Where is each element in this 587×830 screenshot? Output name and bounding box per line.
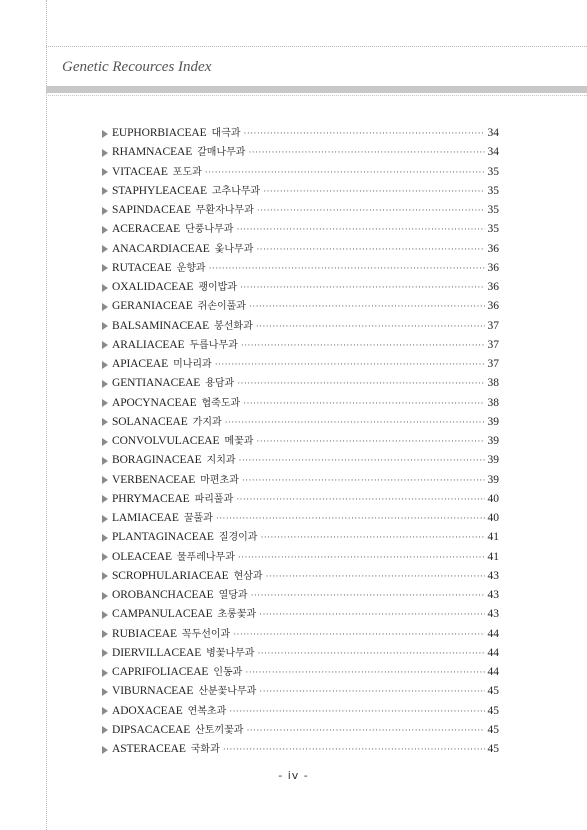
toc-entry-korean-name: 고추나무과 bbox=[211, 185, 261, 197]
toc-entry[interactable] bbox=[102, 259, 499, 278]
toc-entry-latin-name: PLANTAGINACEAE bbox=[112, 531, 214, 544]
toc-dot-leader bbox=[244, 124, 485, 143]
triangle-right-icon bbox=[102, 438, 108, 446]
toc-entry-latin-name: GENTIANACEAE bbox=[112, 377, 201, 390]
toc-entry-korean-name: 물푸레나무과 bbox=[176, 551, 235, 563]
triangle-right-icon bbox=[102, 226, 108, 234]
toc-entry-korean-name: 파리풀과 bbox=[194, 493, 234, 505]
triangle-right-icon bbox=[102, 399, 108, 407]
toc-entry-korean-name: 현삼과 bbox=[233, 570, 263, 582]
toc-entry[interactable] bbox=[102, 163, 499, 182]
toc-entry-korean-name: 운향과 bbox=[176, 262, 206, 274]
toc-entry[interactable] bbox=[102, 432, 499, 451]
toc-entry-latin-name: RUTACEAE bbox=[112, 261, 172, 274]
toc-entry-korean-name: 미나리과 bbox=[173, 359, 212, 370]
triangle-right-icon bbox=[102, 130, 108, 138]
toc-entry-page-number: 35 bbox=[487, 165, 499, 178]
toc-entry-latin-name: ACERACEAE bbox=[112, 223, 181, 236]
triangle-right-icon bbox=[102, 630, 108, 638]
toc-entry[interactable] bbox=[102, 374, 499, 393]
toc-entry[interactable] bbox=[102, 394, 499, 413]
toc-entry-latin-name: SAPINDACEAE bbox=[112, 204, 191, 216]
toc-dot-leader bbox=[263, 182, 484, 201]
toc-entry-page-number: 36 bbox=[487, 281, 499, 293]
toc-entry-korean-name: 국화과 bbox=[190, 744, 220, 755]
toc-dot-leader bbox=[256, 317, 485, 336]
toc-entry-latin-name: CAMPANULACEAE bbox=[112, 608, 213, 621]
triangle-right-icon bbox=[102, 649, 108, 657]
toc-entry-latin-name: SOLANACEAE bbox=[112, 415, 188, 428]
toc-dot-leader bbox=[242, 471, 485, 490]
toc-entry-latin-name: PHRYMACEAE bbox=[112, 492, 190, 505]
triangle-right-icon bbox=[102, 168, 108, 176]
toc-entry[interactable] bbox=[102, 413, 499, 432]
toc-dot-leader bbox=[225, 413, 485, 432]
toc-entry-korean-name: 질경이과 bbox=[218, 532, 258, 544]
margin-guide-top bbox=[46, 46, 587, 47]
toc-entry-page-number: 39 bbox=[487, 454, 499, 467]
toc-entry[interactable] bbox=[102, 201, 499, 220]
toc-entry[interactable] bbox=[102, 124, 499, 143]
triangle-right-icon bbox=[102, 361, 108, 369]
toc-entry-page-number: 43 bbox=[487, 589, 499, 601]
triangle-right-icon bbox=[102, 592, 108, 600]
triangle-right-icon bbox=[102, 515, 108, 523]
toc-dot-leader bbox=[233, 625, 484, 644]
toc-entry-page-number: 43 bbox=[487, 608, 499, 621]
toc-entry-page-number: 45 bbox=[487, 704, 499, 717]
toc-entry[interactable] bbox=[102, 528, 499, 547]
triangle-right-icon bbox=[102, 303, 108, 311]
toc-entry-page-number: 36 bbox=[487, 242, 499, 255]
toc-entry-korean-name: 두릅나무과 bbox=[189, 339, 238, 351]
toc-entry[interactable] bbox=[102, 451, 499, 470]
toc-entry-page-number: 34 bbox=[487, 127, 499, 139]
toc-entry[interactable] bbox=[102, 240, 499, 259]
toc-entry-korean-name: 무환자나무과 bbox=[195, 205, 254, 216]
toc-dot-leader bbox=[236, 220, 484, 239]
triangle-right-icon bbox=[102, 245, 108, 253]
triangle-right-icon bbox=[102, 707, 108, 715]
toc-entry-page-number: 45 bbox=[487, 723, 499, 736]
toc-entry-korean-name: 초롱꽃과 bbox=[217, 609, 257, 621]
toc-entry[interactable] bbox=[102, 509, 499, 528]
toc-dot-leader bbox=[260, 528, 484, 547]
toc-entry-latin-name: DIERVILLACEAE bbox=[112, 646, 202, 659]
toc-dot-leader bbox=[245, 663, 484, 682]
toc-entry-latin-name: VIBURNACEAE bbox=[112, 685, 194, 698]
toc-entry-latin-name: APIACEAE bbox=[112, 358, 169, 370]
toc-entry[interactable] bbox=[102, 644, 499, 663]
toc-entry[interactable] bbox=[102, 548, 499, 567]
toc-entry-page-number: 44 bbox=[487, 646, 499, 659]
toc-dot-leader bbox=[209, 259, 485, 278]
toc-entry-latin-name: EUPHORBIACEAE bbox=[112, 127, 207, 139]
toc-entry[interactable] bbox=[102, 220, 499, 239]
toc-dot-leader bbox=[236, 490, 484, 509]
toc-entry-latin-name: RHAMNACEAE bbox=[112, 146, 193, 159]
toc-entry-latin-name: GERANIACEAE bbox=[112, 300, 193, 313]
toc-entry[interactable] bbox=[102, 721, 499, 740]
triangle-right-icon bbox=[102, 476, 108, 484]
toc-dot-leader bbox=[257, 644, 484, 663]
toc-entry-latin-name: ARALIACEAE bbox=[112, 338, 185, 351]
toc-entry[interactable] bbox=[102, 278, 499, 297]
header-bar bbox=[46, 86, 587, 93]
toc-entry-page-number: 39 bbox=[487, 415, 499, 428]
triangle-right-icon bbox=[102, 264, 108, 272]
toc-entry-page-number: 36 bbox=[487, 300, 499, 313]
toc-entry-korean-name: 마편초과 bbox=[200, 474, 239, 486]
toc-dot-leader bbox=[249, 297, 485, 316]
triangle-right-icon bbox=[102, 284, 108, 292]
toc-entry-page-number: 45 bbox=[487, 743, 499, 755]
triangle-right-icon bbox=[102, 380, 108, 388]
toc-entry-page-number: 37 bbox=[487, 338, 499, 351]
triangle-right-icon bbox=[102, 746, 108, 754]
toc-entry-korean-name: 병꽃나무과 bbox=[206, 647, 255, 659]
triangle-right-icon bbox=[102, 187, 108, 195]
toc-entry-korean-name: 가지과 bbox=[192, 416, 222, 428]
toc-entry-latin-name: CAPRIFOLIACEAE bbox=[112, 666, 209, 678]
toc-entry-latin-name: ASTERACEAE bbox=[112, 743, 186, 755]
toc-entry[interactable] bbox=[102, 490, 499, 509]
toc-entry-page-number: 37 bbox=[487, 358, 499, 370]
triangle-right-icon bbox=[102, 572, 108, 580]
toc-entry-korean-name: 협죽도과 bbox=[201, 397, 241, 409]
triangle-right-icon bbox=[102, 611, 108, 619]
toc-entry[interactable] bbox=[102, 567, 499, 586]
toc-dot-leader bbox=[216, 509, 485, 528]
toc-entry-latin-name: STAPHYLEACEAE bbox=[112, 184, 207, 197]
toc-dot-leader bbox=[241, 336, 485, 355]
toc-entry-korean-name: 연복초과 bbox=[187, 705, 227, 717]
toc-entry-page-number: 43 bbox=[487, 569, 499, 582]
triangle-right-icon bbox=[102, 495, 108, 503]
toc-dot-leader bbox=[259, 605, 484, 624]
toc-entry[interactable] bbox=[102, 317, 499, 336]
toc-entry-latin-name: OXALIDACEAE bbox=[112, 281, 194, 293]
toc-entry-latin-name: OLEACEAE bbox=[112, 550, 172, 563]
toc-entry-page-number: 35 bbox=[487, 223, 499, 236]
toc-dot-leader bbox=[229, 702, 484, 721]
triangle-right-icon bbox=[102, 341, 108, 349]
toc-entry[interactable] bbox=[102, 682, 499, 701]
header-divider bbox=[46, 95, 587, 96]
toc-entry[interactable] bbox=[102, 663, 499, 682]
toc-entry[interactable] bbox=[102, 605, 499, 624]
toc-entry[interactable] bbox=[102, 471, 499, 490]
toc-dot-leader bbox=[266, 567, 485, 586]
toc-entry-page-number: 35 bbox=[487, 204, 499, 216]
toc-entry-korean-name: 갈매나무과 bbox=[197, 147, 246, 159]
triangle-right-icon bbox=[102, 149, 108, 157]
toc-entry-page-number: 41 bbox=[487, 531, 499, 544]
toc-entry-page-number: 39 bbox=[487, 473, 499, 486]
toc-entry-korean-name: 대극과 bbox=[211, 128, 241, 139]
toc-entry-korean-name: 포도과 bbox=[172, 166, 202, 178]
toc-dot-leader bbox=[238, 548, 485, 567]
toc-entry[interactable] bbox=[102, 182, 499, 201]
toc-dot-leader bbox=[239, 451, 485, 470]
toc-entry-latin-name: VITACEAE bbox=[112, 165, 168, 178]
toc-entry-korean-name: 꼭두선이과 bbox=[181, 628, 231, 640]
toc-entry-page-number: 36 bbox=[487, 261, 499, 274]
toc-dot-leader bbox=[243, 394, 484, 413]
toc-entry-korean-name: 봉선화과 bbox=[214, 320, 253, 332]
triangle-right-icon bbox=[102, 688, 108, 696]
toc-entry-page-number: 44 bbox=[487, 627, 499, 640]
toc-entry[interactable] bbox=[102, 625, 499, 644]
toc-entry-latin-name: SCROPHULARIACEAE bbox=[112, 569, 229, 582]
toc-entry-latin-name: APOCYNACEAE bbox=[112, 396, 197, 409]
toc-entry-page-number: 37 bbox=[487, 319, 499, 332]
toc-dot-leader bbox=[256, 432, 484, 451]
toc-entry-latin-name: RUBIACEAE bbox=[112, 627, 177, 640]
toc-entry-page-number: 41 bbox=[487, 550, 499, 563]
toc-entry-page-number: 35 bbox=[487, 184, 499, 197]
toc-dot-leader bbox=[251, 586, 485, 605]
toc-entry-latin-name: ANACARDIACEAE bbox=[112, 242, 210, 255]
toc-entry-page-number: 38 bbox=[487, 377, 499, 390]
toc-entry-page-number: 40 bbox=[487, 512, 499, 524]
toc-entry-latin-name: DIPSACACEAE bbox=[112, 723, 191, 736]
toc-entry-korean-name: 꿀풀과 bbox=[183, 513, 213, 524]
toc-dot-leader bbox=[259, 682, 484, 701]
footer-page-number: - iv - bbox=[278, 769, 309, 782]
toc-entry-korean-name: 용담과 bbox=[205, 378, 235, 390]
toc-entry[interactable] bbox=[102, 143, 499, 162]
toc-entry-latin-name: LAMIACEAE bbox=[112, 512, 179, 524]
triangle-right-icon bbox=[102, 553, 108, 561]
toc-entry-korean-name: 산토끼꽃과 bbox=[195, 724, 244, 736]
toc-entry-latin-name: OROBANCHACEAE bbox=[112, 589, 214, 601]
toc-entry-korean-name: 옻나무과 bbox=[214, 243, 254, 255]
toc-entry-korean-name: 인동과 bbox=[213, 667, 243, 678]
toc-entry[interactable] bbox=[102, 586, 499, 605]
toc-entry[interactable] bbox=[102, 702, 499, 721]
toc-entry-page-number: 34 bbox=[487, 146, 499, 159]
toc-dot-leader bbox=[257, 201, 485, 220]
triangle-right-icon bbox=[102, 726, 108, 734]
toc-entry-page-number: 39 bbox=[487, 435, 499, 447]
triangle-right-icon bbox=[102, 669, 108, 677]
toc-dot-leader bbox=[215, 355, 485, 374]
toc-entry-page-number: 44 bbox=[487, 666, 499, 678]
toc-entry[interactable] bbox=[102, 336, 499, 355]
toc-entry-korean-name: 메꽃과 bbox=[224, 436, 254, 447]
toc-list bbox=[102, 124, 499, 759]
toc-entry[interactable] bbox=[102, 355, 499, 374]
toc-dot-leader bbox=[205, 163, 485, 182]
toc-dot-leader bbox=[246, 721, 484, 740]
toc-entry-korean-name: 지치과 bbox=[206, 455, 236, 467]
triangle-right-icon bbox=[102, 534, 108, 542]
toc-entry-page-number: 45 bbox=[487, 685, 499, 698]
toc-entry-korean-name: 괭이밥과 bbox=[198, 282, 237, 293]
toc-entry-latin-name: BORAGINACEAE bbox=[112, 454, 202, 467]
toc-entry-korean-name: 쥐손이풀과 bbox=[197, 301, 246, 313]
toc-dot-leader bbox=[248, 143, 484, 162]
toc-dot-leader bbox=[256, 240, 484, 259]
triangle-right-icon bbox=[102, 418, 108, 426]
header-title: Genetic Recources Index bbox=[62, 59, 212, 75]
margin-guide-vertical bbox=[46, 0, 47, 830]
triangle-right-icon bbox=[102, 322, 108, 330]
toc-entry-korean-name: 단풍나무과 bbox=[185, 224, 234, 236]
toc-entry-latin-name: VERBENACEAE bbox=[112, 473, 196, 486]
toc-dot-leader bbox=[240, 278, 485, 297]
toc-entry-page-number: 38 bbox=[487, 396, 499, 409]
toc-entry[interactable] bbox=[102, 740, 499, 759]
toc-entry-korean-name: 열당과 bbox=[218, 590, 248, 601]
toc-entry-korean-name: 산분꽃나무과 bbox=[198, 686, 257, 698]
toc-dot-leader bbox=[223, 740, 485, 759]
toc-entry-page-number: 40 bbox=[487, 492, 499, 505]
triangle-right-icon bbox=[102, 457, 108, 465]
toc-entry-latin-name: CONVOLVULACEAE bbox=[112, 435, 220, 447]
triangle-right-icon bbox=[102, 207, 108, 215]
toc-dot-leader bbox=[237, 374, 484, 393]
toc-entry[interactable] bbox=[102, 297, 499, 316]
toc-entry-latin-name: BALSAMINACEAE bbox=[112, 319, 210, 332]
toc-entry-latin-name: ADOXACEAE bbox=[112, 704, 183, 717]
